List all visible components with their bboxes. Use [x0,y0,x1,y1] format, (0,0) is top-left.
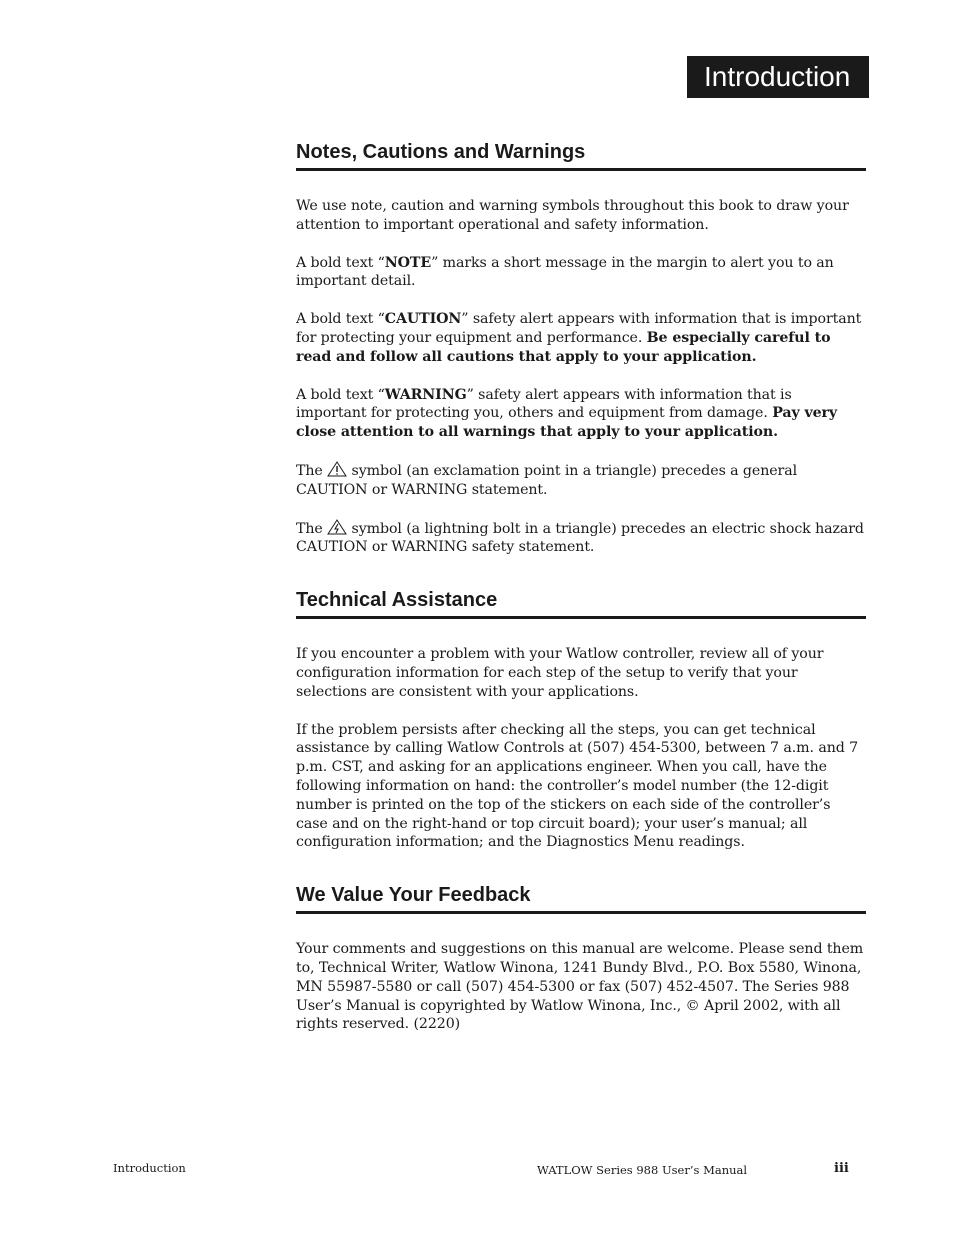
warning-emphasis: Pay very close attention to all warnings that apply to your application. [296,405,838,441]
technical-assistance-heading: Technical Assistance [296,587,866,619]
notes-paragraph-2: A bold text “NOTE” marks a short message in the margin to alert you to an important detail. [296,254,834,290]
caution-keyword: CAUTION [384,311,462,328]
tech-paragraph-1: If you encounter a problem with your Watlow controller, review all of your configuration information for each step of the setup to verify that your selections are consistent with your applications. [296,646,824,700]
caution-emphasis: Be especially careful to read and follow all cautions that apply to your application. [296,329,831,365]
exclamation-triangle-icon [327,461,347,477]
notes-paragraph-3: A bold text “CAUTION” safety alert appears with information that is important for protecting your equipment and performance. Be especially careful to read and follow all cautions that apply to your application. [296,311,862,365]
notes-paragraph-6: The symbol (a lightning bolt in a triangle) precedes an electric shock hazard CAUTION or WARNING safety statement. [296,520,864,556]
technical-assistance-section [296,587,866,852]
notes-section [296,139,866,557]
warning-keyword: WARNING [384,386,467,403]
footer-section-name: Introduction [113,1161,186,1175]
notes-paragraph-1: We use note, caution and warning symbols throughout this book to draw your attention to important operational and safety information. [296,198,849,233]
lightning-triangle-icon [327,519,347,535]
section-tab: Introduction [687,56,869,98]
footer-manual-title: WATLOW Series 988 User’s Manual [537,1163,748,1177]
page-number: iii [834,1161,849,1176]
note-keyword: NOTE [384,254,432,271]
page-content [296,139,866,1034]
feedback-paragraph: Your comments and suggestions on this manual are welcome. Please send them to, Technical Writer, Watlow Winona, 1241 Bundy Blvd., P.O. Box 5580, Winona, MN 55987-5580 or call (507) 454-5300 or fax (507) 452-4507. The Series 988 User’s Manual is copyrighted by Watlow Winona, Inc., © April 2002, with all rights reserved. (2220) [296,941,864,1033]
notes-paragraph-4: A bold text “WARNING” safety alert appears with information that is important for protecting you, others and equipment from damage. Pay very close attention to all warnings that apply to your application. [296,386,838,441]
notes-heading: Notes, Cautions and Warnings [296,139,866,171]
tech-paragraph-2: If the problem persists after checking all the steps, you can get technical assistance by calling Watlow Controls at (507) 454-5300, between 7 a.m. and 7 p.m. CST, and asking for an applications engineer. When you call, have the following information on hand: the controller’s model number (the 12-digit number is printed on the top of the stickers on each side of the controller’s case and on the right-hand or top circuit board); your user’s manual; all configuration information; and the Diagnostics Menu readings. [296,721,859,851]
feedback-section [296,882,866,1034]
feedback-heading: We Value Your Feedback [296,882,866,914]
notes-paragraph-5: The symbol (an exclamation point in a triangle) precedes a general CAUTION or WARNING statement. [296,462,798,498]
